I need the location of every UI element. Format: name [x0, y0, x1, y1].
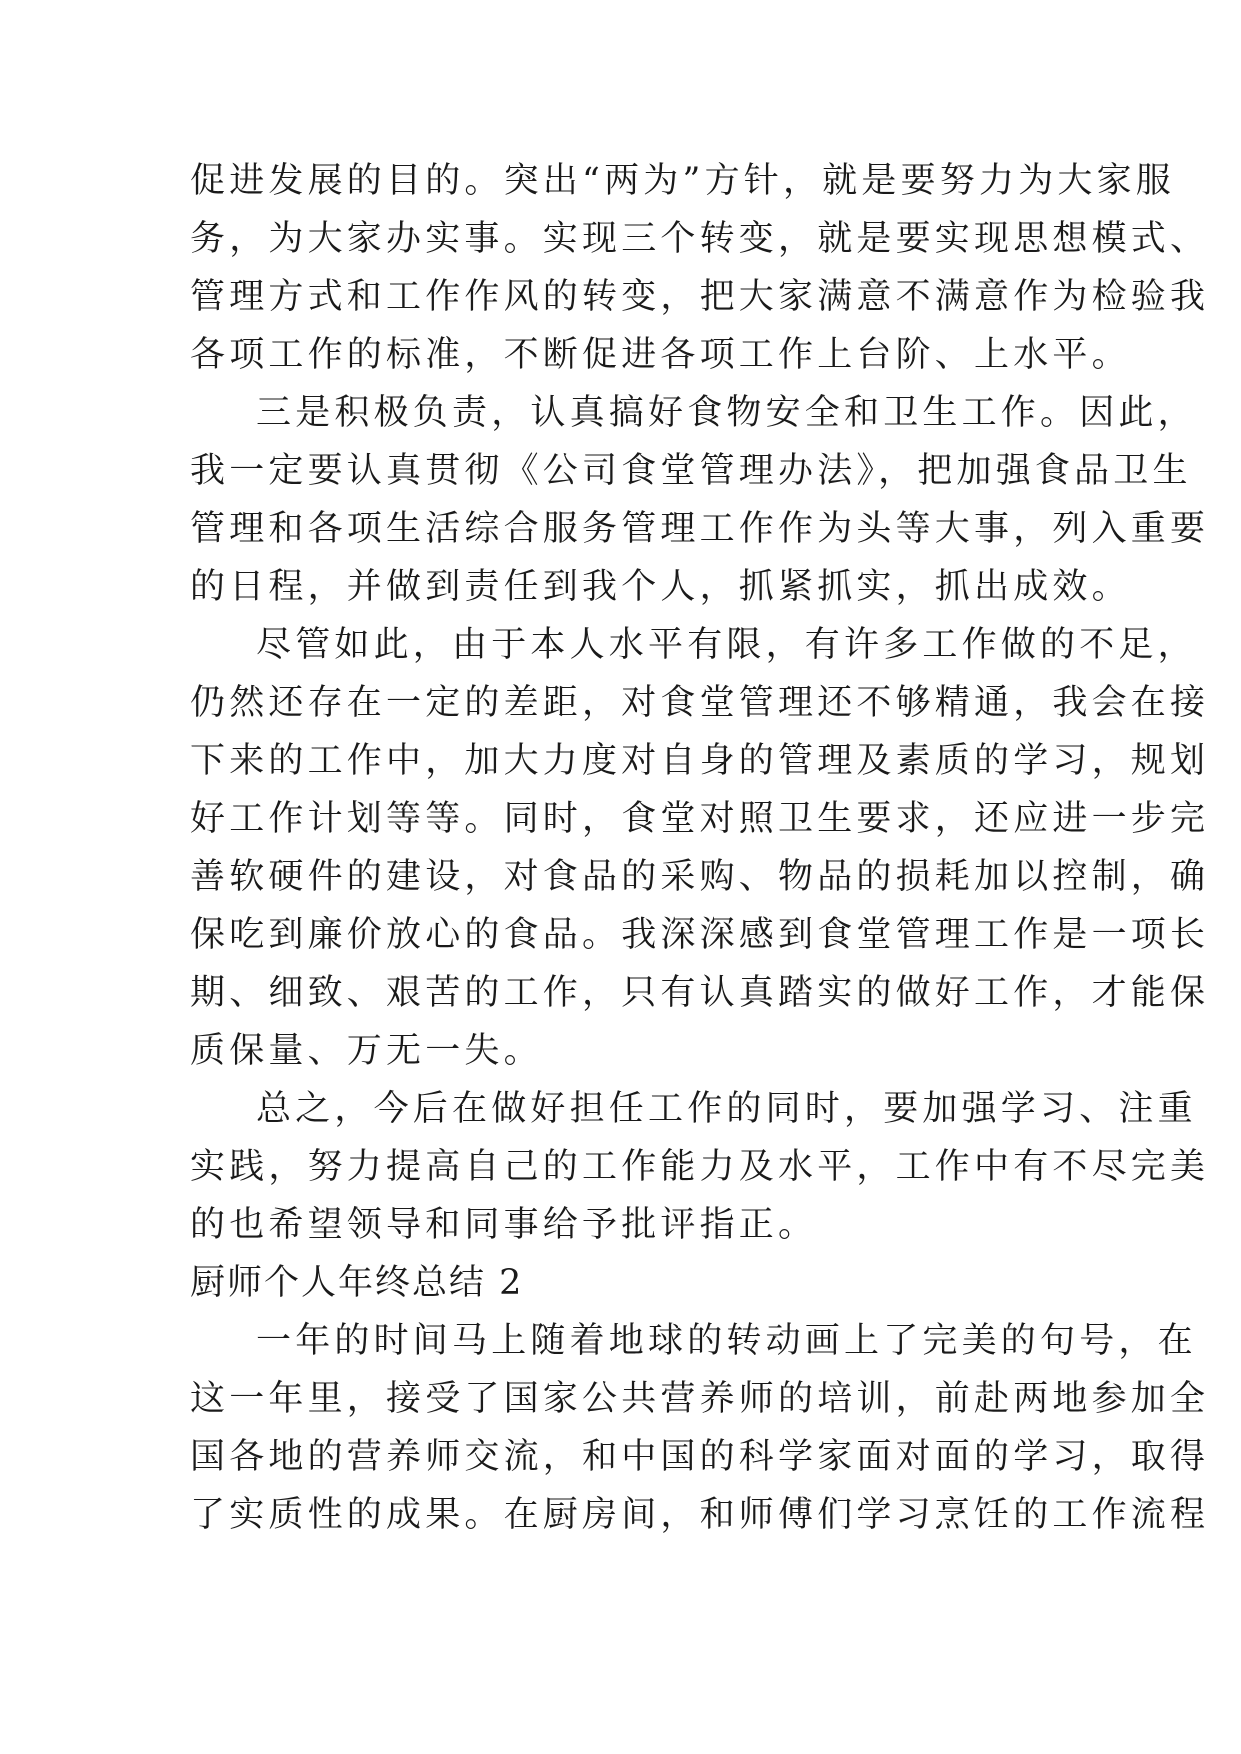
text-line: 下来的工作中，加大力度对自身的管理及素质的学习，规划 — [190, 741, 1210, 781]
text-line: 好工作计划等等。同时，食堂对照卫生要求，还应进一步完 — [190, 799, 1210, 839]
text-line: 的也希望领导和同事给予批评指正。 — [190, 1205, 818, 1245]
section-heading: 厨师个人年终总结 2 — [190, 1263, 524, 1303]
text-line: 促进发展的目的。突出“两为”方针，就是要努力为大家服 — [190, 161, 1175, 201]
text-line: 国各地的营养师交流，和中国的科学家面对面的学习，取得 — [190, 1437, 1210, 1477]
text-line: 务，为大家办实事。实现三个转变，就是要实现思想模式、 — [190, 219, 1210, 259]
document-body — [190, 152, 1210, 1544]
text-line: 质保量、万无一失。 — [190, 1031, 543, 1071]
text-line: 保吃到廉价放心的食品。我深深感到食堂管理工作是一项长 — [190, 915, 1210, 955]
text-line: 我一定要认真贯彻《公司食堂管理办法》，把加强食品卫生 — [190, 451, 1192, 491]
text-line: 仍然还存在一定的差距，对食堂管理还不够精通，我会在接 — [190, 683, 1210, 723]
text-line: 管理方式和工作作风的转变，把大家满意不满意作为检验我 — [190, 277, 1210, 317]
text-line: 了实质性的成果。在厨房间，和师傅们学习烹饪的工作流程 — [190, 1495, 1210, 1535]
text-line: 期、细致、艰苦的工作，只有认真踏实的做好工作，才能保 — [190, 973, 1210, 1013]
text-line: 这一年里，接受了国家公共营养师的培训，前赴两地参加全 — [190, 1379, 1210, 1419]
text-line: 善软硬件的建设，对食品的采购、物品的损耗加以控制，确 — [190, 857, 1210, 897]
text-line: 三是积极负责，认真搞好食物安全和卫生工作。因此， — [256, 393, 1197, 433]
text-line: 管理和各项生活综合服务管理工作作为头等大事，列入重要 — [190, 509, 1210, 549]
text-line: 尽管如此，由于本人水平有限，有许多工作做的不足， — [256, 625, 1197, 665]
text-line: 各项工作的标准，不断促进各项工作上台阶、上水平。 — [190, 335, 1131, 375]
text-line: 一年的时间马上随着地球的转动画上了完美的句号，在 — [256, 1321, 1197, 1361]
text-line: 实践，努力提高自己的工作能力及水平，工作中有不尽完美 — [190, 1147, 1210, 1187]
text-line: 的日程，并做到责任到我个人，抓紧抓实，抓出成效。 — [190, 567, 1131, 607]
text-line: 总之，今后在做好担任工作的同时，要加强学习、注重 — [256, 1089, 1197, 1129]
